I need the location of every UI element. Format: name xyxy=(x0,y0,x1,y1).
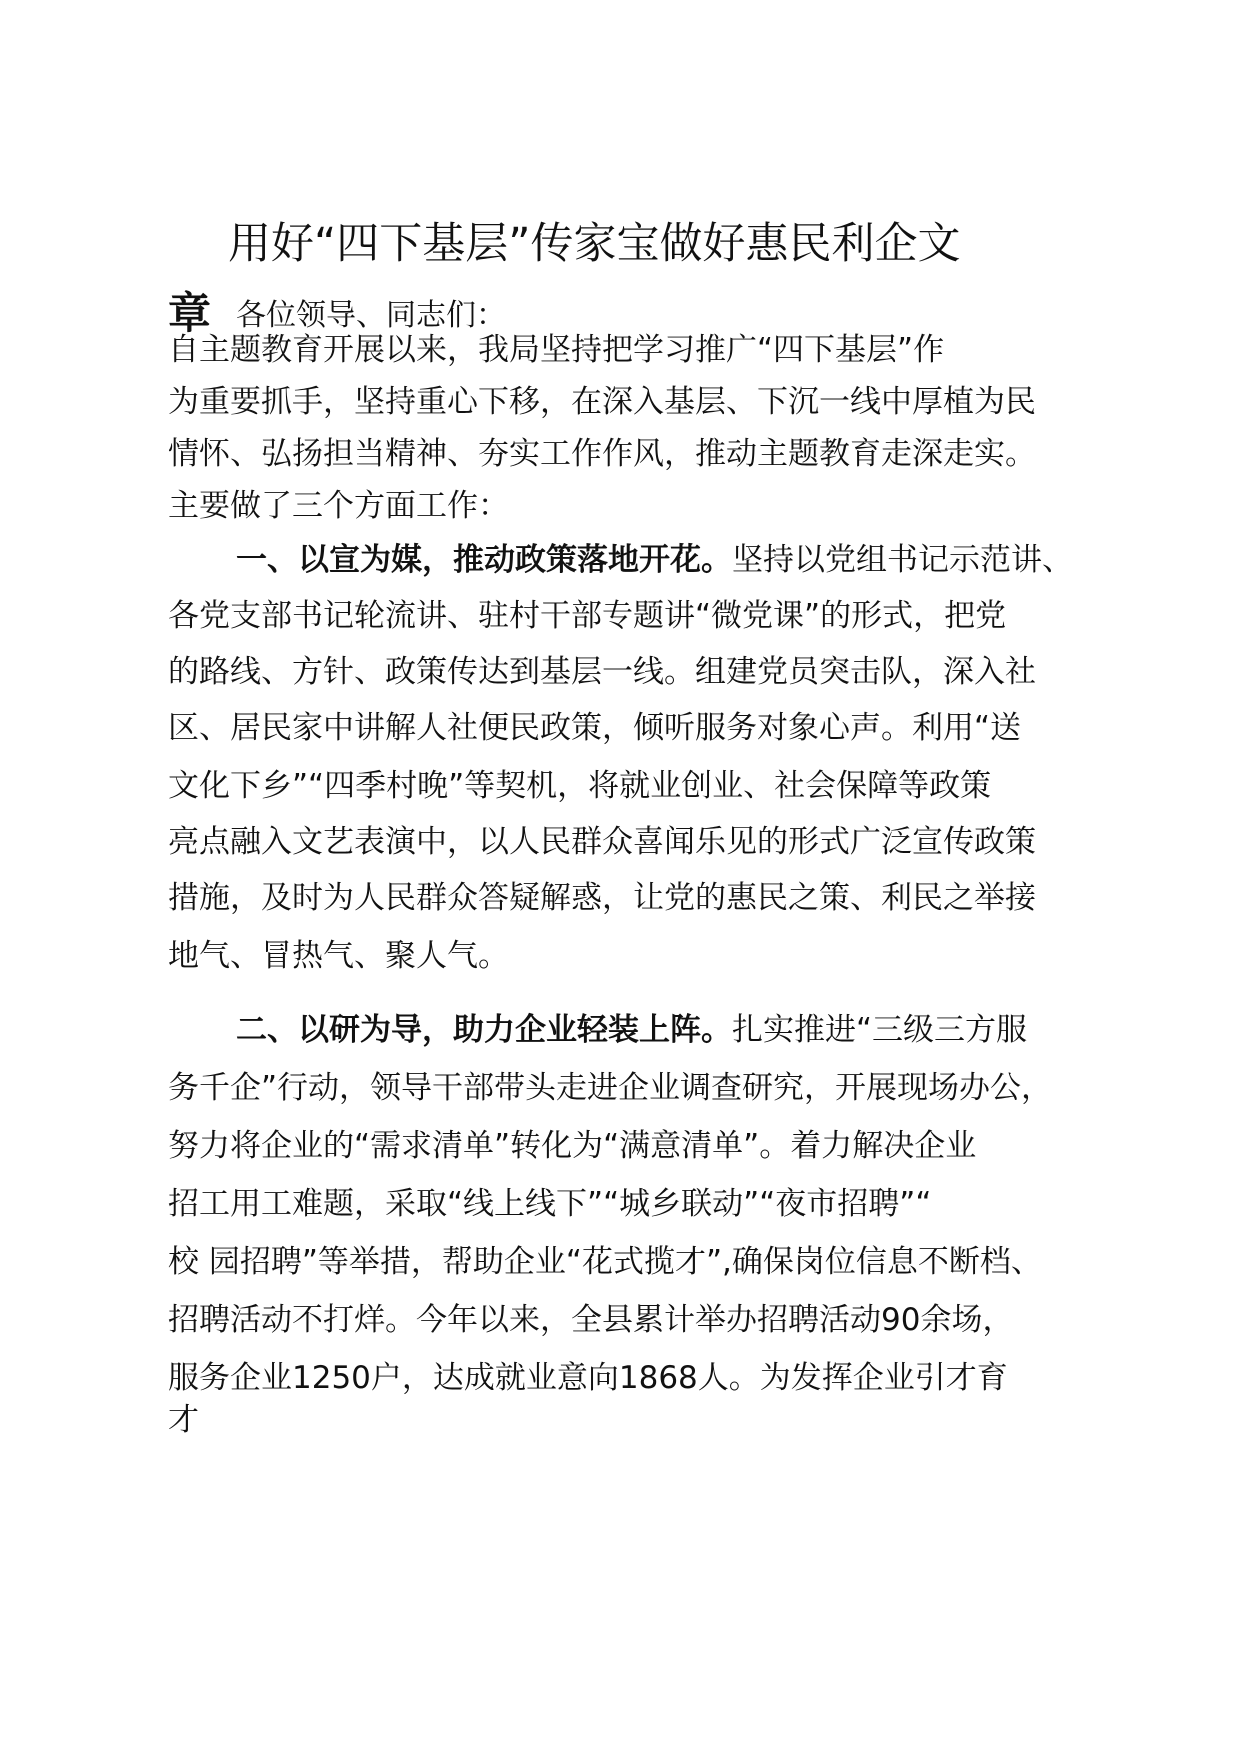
paragraph-1-line-2: 为重要抓手，坚持重心下移，在深入基层、下沉一线中厚植为民 xyxy=(168,384,1036,420)
paragraph-3-line-8: 才 xyxy=(168,1402,199,1438)
document-title-continuation: 章 xyxy=(168,289,211,339)
paragraph-3-lead: 二、以研为导，助力企业轻装上阵。 xyxy=(236,1012,732,1048)
paragraph-3-line-3: 努力将企业的“需求清单”转化为“满意清单”。着力解决企业 xyxy=(168,1128,977,1164)
paragraph-2-line-7: 措施，及时为人民群众答疑解惑，让党的惠民之策、利民之举接 xyxy=(168,880,1036,916)
paragraph-2-line-1 xyxy=(236,540,1073,580)
paragraph-2-line-2: 各党支部书记轮流讲、驻村干部专题讲“微党课”的形式，把党 xyxy=(168,598,1007,634)
paragraph-2-line-8: 地气、冒热气、聚人气。 xyxy=(168,938,509,974)
paragraph-1-line-4: 主要做了三个方面工作： xyxy=(168,488,509,524)
paragraph-3-line-4: 招工用工难题，采取“线上线下”“城乡联动”“夜市招聘”“ xyxy=(168,1186,932,1222)
paragraph-3-line-5: 校 园招聘”等举措，帮助企业“花式揽才”,确保岗位信息不断档、 xyxy=(168,1244,1042,1280)
paragraph-3-line-1-text: 扎实推进“三级三方服 xyxy=(732,1012,1028,1048)
paragraph-2-line-6: 亮点融入文艺表演中，以人民群众喜闻乐见的形式广泛宣传政策 xyxy=(168,824,1036,860)
paragraph-3-line-6: 招聘活动不打烊。今年以来，全县累计举办招聘活动90余场， xyxy=(168,1302,1014,1338)
paragraph-2-line-1-text: 坚持以党组书记示范讲、 xyxy=(732,542,1073,578)
paragraph-2-line-5: 文化下乡”“四季村晚”等契机，将就业创业、社会保障等政策 xyxy=(168,768,992,804)
paragraph-3-line-2: 务千企”行动，领导干部带头走进企业调查研究，开展现场办公， xyxy=(168,1070,1053,1106)
document-title: 用好“四下基层”传家宝做好惠民利企文 xyxy=(228,219,961,269)
salutation: 各位领导、同志们： xyxy=(236,298,506,333)
paragraph-1-line-3: 情怀、弘扬担当精神、夯实工作作风，推动主题教育走深走实。 xyxy=(168,436,1036,472)
paragraph-2-lead: 一、以宣为媒，推动政策落地开花。 xyxy=(236,542,732,578)
paragraph-1-line-1: 自主题教育开展以来，我局坚持把学习推广“四下基层”作 xyxy=(168,332,945,368)
paragraph-3-line-1 xyxy=(236,1010,1027,1050)
paragraph-2-line-3: 的路线、方针、政策传达到基层一线。组建党员突击队，深入社 xyxy=(168,654,1036,690)
paragraph-3-line-7: 服务企业1250户，达成就业意向1868人。为发挥企业引才育 xyxy=(168,1360,1008,1396)
paragraph-2-line-4: 区、居民家中讲解人社便民政策，倾听服务对象心声。利用“送 xyxy=(168,710,1022,746)
